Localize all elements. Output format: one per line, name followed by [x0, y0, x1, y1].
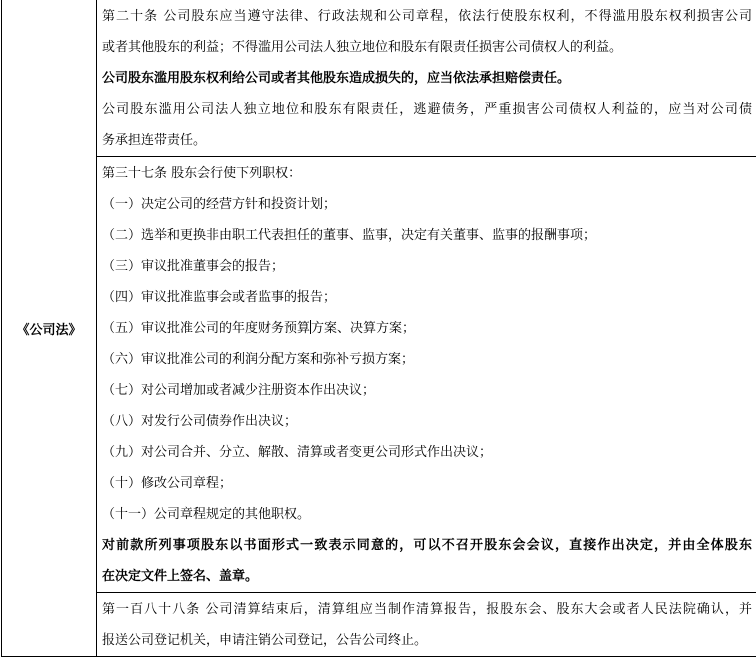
article-37-intro: 第三十七条 股东会行使下列职权： [102, 166, 302, 181]
law-name: 《公司法》 [16, 322, 82, 338]
law-name-cell [2, 0, 97, 657]
article-37-bold-line-1: 对前款所列事项股东以书面形式一致表示同意的，可以不召开股东会会议，直接作出决定，并由全体股东 [102, 538, 752, 553]
article-20-cell [97, 0, 756, 157]
table-row [2, 157, 756, 593]
article-20-line-5: 务承担连带责任。 [102, 133, 207, 148]
law-comparison-table [1, 0, 756, 657]
article-37-bold-line-2: 在决定文件上签名、盖章。 [102, 569, 259, 584]
article-20-line-4: 公司股东滥用公司法人独立地位和股东有限责任，逃避债务，严重损害公司债权人利益的，应当对公司债 [102, 102, 752, 117]
article-188-line-1: 第一百八十八条 公司清算结束后，清算组应当制作清算报告，报股东会、股东大会或者人民法院确认，并 [102, 602, 752, 617]
article-20-line-1: 第二十条 公司股东应当遵守法律、行政法规和公司章程，依法行使股东权利，不得滥用股东权利损害公司 [102, 9, 752, 24]
table-row [2, 0, 756, 157]
list-item: （九）对公司合并、分立、解散、清算或者变更公司形式作出决议； [102, 445, 493, 460]
list-item: （二）选举和更换非由职工代表担任的董事、监事，决定有关董事、监事的报酬事项； [102, 228, 597, 243]
list-item [102, 313, 752, 344]
article-20-line-2: 或者其他股东的利益；不得滥用公司法人独立地位和股东有限责任损害公司债权人的利益。 [102, 40, 623, 55]
article-37-cell [97, 157, 756, 593]
list-item: （八）对发行公司债券作出决议； [102, 414, 298, 429]
list-item: （七）对公司增加或者减少注册资本作出决议； [102, 383, 376, 398]
article-188-line-2: 报送公司登记机关，申请注销公司登记，公告公司终止。 [102, 633, 428, 648]
list-item: （十一）公司章程规定的其他职权。 [102, 507, 311, 522]
list-item: （六）审议批准公司的利润分配方案和弥补亏损方案； [102, 352, 415, 367]
list-item: （四）审议批准监事会或者监事的报告； [102, 290, 337, 305]
list-item-tail: 方案、决算方案； [311, 321, 416, 336]
article-20-bold-line: 公司股东滥用股东权利给公司或者其他股东造成损失的，应当依法承担赔偿责任。 [102, 71, 571, 86]
list-item-head: （五）审议批准公司的年度财务预算 [102, 321, 311, 336]
article-188-cell [97, 593, 756, 657]
list-item: （三）审议批准董事会的报告； [102, 259, 285, 274]
table-row [2, 593, 756, 657]
list-item: （一）决定公司的经营方针和投资计划； [102, 197, 337, 212]
list-item: （十）修改公司章程； [102, 476, 233, 491]
